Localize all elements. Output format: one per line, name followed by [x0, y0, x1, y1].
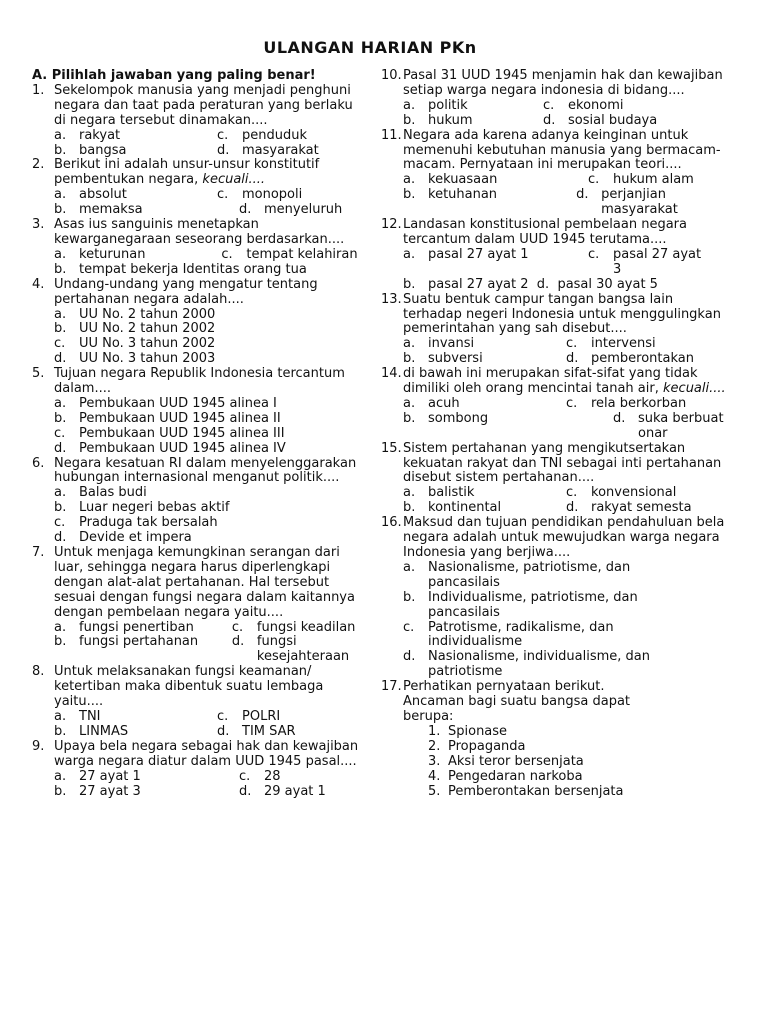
question-5: 5. Tujuan negara Republik Indonesia tercantum dalam.... a. Pembukaan UUD 1945 alinea I b. Pembukaan UUD 1945 alinea II c. Pembukaan UUD 1945 alinea III d. Pembukaan UUD 1945 alinea IV [32, 367, 362, 456]
right-column [381, 69, 736, 799]
question-text: Suatu bentuk campur tangan bangsa lain terhadap negeri Indonesia untuk menggulingkan pemerintahan yang sah disebut.... [403, 291, 721, 337]
question-text: Upaya bela negara sebagai hak dan kewajiban warga negara diatur dalam UUD 1945 pasal.... [54, 738, 359, 769]
option-c: intervensi [591, 336, 656, 352]
question-text: Tujuan negara Republik Indonesia tercantum dalam.... [54, 366, 345, 397]
option-b: Pembukaan UUD 1945 alinea II [79, 410, 281, 426]
question-number: 16. [381, 515, 402, 531]
question-text: Negara ada karena adanya keinginan untuk memenuhi kebutuhan manusia yang bermacam-macam. Pernyataan ini merupakan teori.... [403, 127, 721, 173]
option-d: Pembukaan UUD 1945 alinea IV [79, 440, 286, 456]
option-d: Identitas orang tua [182, 261, 307, 277]
option-d: masyarakat [242, 142, 319, 158]
option-d: menyeluruh [264, 202, 343, 218]
threat-list [403, 725, 736, 800]
question-13: 13. Suatu bentuk campur tangan bangsa lain terhadap negeri Indonesia untuk menggulingkan pemerintahan yang sah disebut.... a. invansi c. intervensi b. subversi d. pemberontakan [381, 293, 736, 368]
option-c: fungsi keadilan [256, 619, 356, 635]
option-b: pasal 27 ayat 2 [428, 276, 529, 292]
question-number: 4. [32, 276, 45, 292]
option-c: pasal 27 ayat 3 [613, 246, 702, 277]
option-d: pemberontakan [591, 351, 694, 367]
question-17 [381, 680, 736, 799]
option-a: acuh [428, 395, 460, 411]
option-b: sombong [428, 410, 489, 426]
option-c: Pembukaan UUD 1945 alinea III [79, 425, 285, 441]
option-c: Patrotisme, radikalisme, dan individualisme [428, 619, 614, 650]
question-number: 17. [381, 679, 402, 695]
option-b: hukum [428, 112, 473, 128]
option-b: memaksa [79, 202, 143, 218]
list-item: 3. Aksi teror bersenjata [428, 753, 584, 769]
question-12: 12. Landasan konstitusional pembelaan negara tercantum dalam UUD 1945 terutama.... a. pasal 27 ayat 1 c. pasal 27 ayat 3 b. pasal 27 ayat 2 d. pasal 30 ayat 5 [381, 218, 736, 293]
list-item: 2. Propaganda [428, 738, 526, 754]
question-number: 3. [32, 217, 45, 233]
option-c: penduduk [242, 127, 307, 143]
question-16: 16. Maksud dan tujuan pendidikan pendahuluan bela negara adalah untuk mewujudkan warga negara Indonesia yang berjiwa.... a. Nasionalisme, patriotisme, dan pancasilais b. Individualisme, patriotisme, dan pancasilais c. Patrotisme, radikalisme, dan individualisme d. Nasionalisme, individualisme, dan patriotisme [381, 516, 736, 680]
option-a: pasal 27 ayat 1 [428, 246, 529, 262]
option-d: 29 ayat 1 [264, 783, 326, 799]
question-emphasis: kecuali.... [202, 172, 266, 188]
option-a: Balas budi [79, 485, 147, 501]
option-b: UU No. 2 tahun 2002 [79, 321, 216, 337]
option-b: fungsi pertahanan [79, 634, 199, 650]
question-number: 5. [32, 366, 45, 382]
question-number: 14. [381, 366, 402, 382]
question-4: 4. Undang-undang yang mengatur tentang pertahanan negara adalah.... a. UU No. 2 tahun 2000 b. UU No. 2 tahun 2002 c. UU No. 3 tahun 2002 d. UU No. 3 tahun 2003 [32, 278, 362, 367]
question-number: 7. [32, 545, 45, 560]
option-b: ketuhanan [428, 187, 498, 203]
question-text: Sistem pertahanan yang mengikutsertakan kekuatan rakyat dan TNI sebagai inti pertahanan disebut sistem pertahanan.... [403, 440, 722, 486]
question-number: 9. [32, 738, 45, 754]
option-c: monopoli [242, 187, 303, 203]
option-b: Luar negeri bebas aktif [79, 500, 230, 516]
question-number: 10. [381, 68, 402, 83]
option-d: pasal 30 ayat 5 [557, 276, 658, 292]
question-number: 15. [381, 440, 402, 456]
option-d: TIM SAR [242, 723, 296, 739]
option-a: rakyat [79, 127, 121, 143]
left-column [32, 69, 362, 799]
option-a: UU No. 2 tahun 2000 [79, 306, 216, 322]
question-10: 10. Pasal 31 UUD 1945 menjamin hak dan kewajiban setiap warga negara indonesia di bidang.... a. politik c. ekonomi b. hukum d. sosial budaya [381, 69, 736, 129]
question-number: 11. [381, 127, 402, 143]
option-a: balistik [428, 485, 475, 501]
option-c: UU No. 3 tahun 2002 [79, 336, 216, 352]
list-item: 5. Pemberontakan bersenjata [428, 783, 624, 799]
list-item: 4. Pengedaran narkoba [428, 768, 583, 784]
question-2: 2. Berikut ini adalah unsur-unsur konstitutif pembentukan negara, kecuali.... a. absolut c. monopoli b. memaksa d. menyeluruh [32, 157, 343, 218]
question-7: 7. Untuk menjaga kemungkinan serangan dari luar, sehingga negara harus diperlengkapi dengan alat-alat pertahanan. Hal tersebut sesuai dengan fungsi negara dalam kaitannya dengan pembelaan negara yaitu.... a. fungsi penertiban c. fungsi keadilan b. fungsi pertahanan d. fungsi kesejahteraan [32, 546, 362, 665]
question-text: Perhatikan pernyataan berikut. Ancaman bagi suatu bangsa dapat berupa: [403, 679, 631, 724]
option-a: absolut [79, 187, 127, 203]
option-a: politik [428, 97, 468, 113]
option-c: rela berkorban [591, 395, 687, 411]
option-c: Praduga tak bersalah [79, 515, 218, 531]
option-a: kekuasaan [428, 172, 498, 188]
question-text: di bawah ini merupakan sifat-sifat yang tidak dimiliki oleh orang mencintai tanah air, [403, 366, 698, 397]
option-b: bangsa [79, 142, 127, 158]
list-item: 1. Spionase [428, 723, 508, 739]
option-c: hukum alam [613, 172, 694, 188]
question-11: 11. Negara ada karena adanya keinginan untuk memenuhi kebutuhan manusia yang bermacam-macam. Pernyataan ini merupakan teori.... a. kekuasaan c. hukum alam b. ketuhanan d. perjanjian masyarakat [381, 129, 736, 218]
option-c: ekonomi [568, 97, 624, 113]
question-1: 1. Sekelompok manusia yang menjadi penghuni negara dan taat pada peraturan yang berlaku di negara tersebut dinamakan.... a. rakyat c. penduduk b. bangsa d. masyarakat [32, 84, 362, 159]
question-8: 8. Untuk melaksanakan fungsi keamanan/ ketertiban maka dibentuk suatu lembaga yaitu.... a. TNI c. POLRI b. LINMAS d. TIM SAR [32, 665, 362, 740]
option-d: perjanjian masyarakat [601, 187, 678, 218]
option-b: tempat bekerja [79, 261, 179, 277]
option-c: tempat kelahiran [246, 246, 358, 262]
option-d: Devide et impera [79, 530, 192, 546]
question-text: Asas ius sanguinis menetapkan kewarganegaraan seseorang berdasarkan.... [54, 217, 345, 247]
question-number: 13. [381, 291, 402, 307]
option-b: kontinental [428, 500, 502, 516]
section-a-heading: A. Pilihlah jawaban yang paling benar! [32, 68, 316, 83]
question-9: 9. Upaya bela negara sebagai hak dan kewajiban warga negara diatur dalam UUD 1945 pasal.... a. 27 ayat 1 c. 28 b. 27 ayat 3 d. 29 ayat 1 [32, 740, 362, 800]
option-a: TNI [79, 708, 101, 724]
option-a: fungsi penertiban [79, 619, 194, 635]
question-3: 3. Asas ius sanguinis menetapkan kewarganegaraan seseorang berdasarkan.... a. keturunan c. tempat kelahiran b. tempat bekerja Identitas orang tua [32, 218, 362, 278]
option-a: 27 ayat 1 [79, 768, 141, 784]
option-b: LINMAS [79, 723, 129, 739]
question-14: 14. di bawah ini merupakan sifat-sifat yang tidak dimiliki oleh orang mencintai tanah air, kecuali.... a. acuh c. rela berkorban b. sombong d. suka berbuat onar [381, 366, 726, 441]
option-d: Nasionalisme, individualisme, dan patriotisme [428, 649, 651, 680]
option-c: POLRI [242, 708, 281, 724]
question-text: Landasan konstitusional pembelaan negara tercantum dalam UUD 1945 terutama.... [403, 217, 687, 247]
question-number: 6. [32, 455, 45, 471]
option-a: Nasionalisme, patriotisme, dan pancasilais [428, 559, 631, 590]
question-number: 8. [32, 664, 45, 680]
option-a: Pembukaan UUD 1945 alinea I [79, 395, 277, 411]
option-d: UU No. 3 tahun 2003 [79, 351, 216, 367]
question-number: 1. [32, 82, 45, 98]
question-text: Maksud dan tujuan pendidikan pendahuluan bela negara adalah untuk mewujudkan warga negara Indonesia yang berjiwa.... [403, 515, 725, 560]
question-number: 12. [381, 217, 402, 233]
option-a: invansi [428, 336, 475, 352]
question-text: Untuk melaksanakan fungsi keamanan/ ketertiban maka dibentuk suatu lembaga yaitu.... [54, 664, 324, 710]
question-text: Pasal 31 UUD 1945 menjamin hak dan kewajiban setiap warga negara indonesia di bidang.... [403, 68, 723, 98]
question-15: 15. Sistem pertahanan yang mengikutsertakan kekuatan rakyat dan TNI sebagai inti pertahanan disebut sistem pertahanan.... a. balistik c. konvensional b. kontinental d. rakyat semesta [381, 442, 736, 517]
option-b: Individualisme, patriotisme, dan pancasilais [428, 589, 638, 620]
option-d: sosial budaya [568, 112, 658, 128]
option-d: suka berbuat onar [638, 410, 724, 441]
question-emphasis: kecuali.... [663, 381, 726, 397]
option-d: fungsi kesejahteraan [256, 634, 350, 665]
question-text: Berikut ini adalah unsur-unsur konstitutif pembentukan negara, [54, 157, 320, 188]
question-text: Undang-undang yang mengatur tentang pertahanan negara adalah.... [54, 276, 318, 307]
question-number: 2. [32, 157, 45, 173]
question-text: Negara kesatuan RI dalam menyelenggarakan hubungan internasional menganut politik.... [54, 455, 357, 486]
option-a: keturunan [79, 246, 146, 262]
option-d: rakyat semesta [591, 500, 692, 516]
question-text: Sekelompok manusia yang menjadi penghuni negara dan taat pada peraturan yang berlaku di negara tersebut dinamakan.... [54, 82, 353, 128]
question-text: Untuk menjaga kemungkinan serangan dari luar, sehingga negara harus diperlengkapi dengan alat-alat pertahanan. Hal tersebut sesuai dengan fungsi negara dalam kaitannya dengan pembelaan negara yaitu.... [54, 545, 355, 620]
option-c: 28 [264, 768, 281, 784]
option-b: subversi [428, 351, 483, 367]
option-b: 27 ayat 3 [79, 783, 141, 799]
question-6: 6. Negara kesatuan RI dalam menyelenggarakan hubungan internasional menganut politik.... a. Balas budi b. Luar negeri bebas aktif c. Praduga tak bersalah d. Devide et impera [32, 457, 362, 546]
option-c: konvensional [591, 485, 677, 501]
page-title: ULANGAN HARIAN PKn [263, 38, 477, 57]
